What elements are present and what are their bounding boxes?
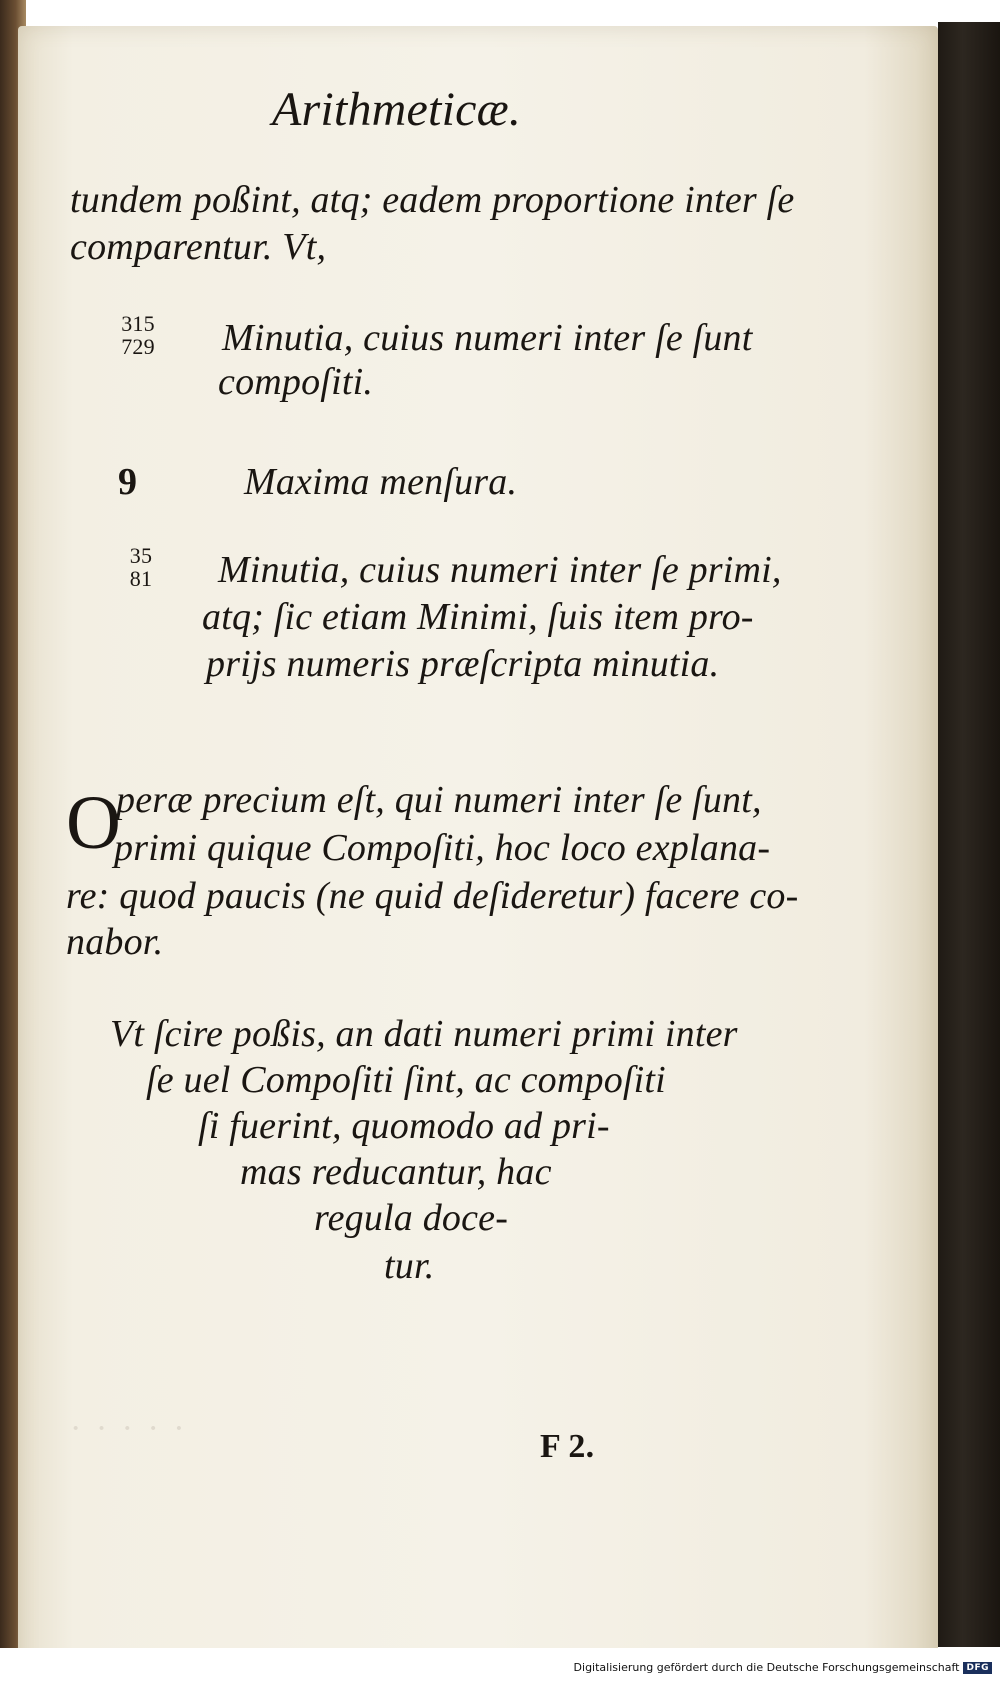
rule-line-5: regula doce- [314, 1197, 509, 1239]
example-1-line-2: compoſiti. [218, 361, 374, 403]
example-1-line-1: Minutia, cuius numeri inter ſe ſunt [222, 317, 753, 359]
credit-text: Digitalisierung gefördert durch die Deutsche Forschungsgemeinschaft [573, 1661, 960, 1674]
fraction-2-denominator: 81 [129, 566, 153, 591]
example-3-line-2: atq; ſic etiam Minimi, ſuis item pro- [202, 596, 754, 638]
fraction-1 [112, 312, 164, 358]
show-through-text: · · · · · [70, 1410, 188, 1447]
signature-mark: F 2. [540, 1428, 595, 1465]
fraction-1-numerator: 315 [121, 311, 155, 336]
example-3-line-1: Minutia, cuius numeri inter ſe primi, [218, 549, 782, 591]
book-cover-edge [938, 22, 1000, 1647]
rule-line-1: Vt ſcire poßis, an dati numeri primi inter [110, 1013, 738, 1055]
drop-cap: O [66, 781, 122, 865]
intro-line-1: tundem poßint, atq; eadem proportione inter ſe [70, 179, 795, 221]
main-line-1: peræ precium eſt, qui numeri inter ſe ſunt, [116, 779, 762, 821]
rule-line-2: ſe uel Compoſiti ſint, ac compoſiti [146, 1059, 666, 1101]
example-2-line-1: Maxima menſura. [244, 461, 518, 503]
fraction-2 [124, 544, 158, 590]
rule-line-4: mas reducantur, hac [240, 1151, 552, 1193]
example-3-line-3: prijs numeris præſcripta minutia. [206, 643, 720, 685]
intro-line-2: comparentur. Vt, [70, 226, 327, 268]
example-2-number: 9 [118, 461, 138, 503]
dfg-logo: DFG [963, 1662, 992, 1674]
digitization-credit [574, 1661, 992, 1674]
fraction-1-denominator: 729 [121, 334, 155, 359]
main-line-4: nabor. [66, 921, 164, 963]
main-line-3: re: quod paucis (ne quid deſideretur) facere co- [66, 875, 799, 917]
rule-line-3: ſi fuerint, quomodo ad pri- [198, 1105, 610, 1147]
fraction-2-numerator: 35 [129, 543, 153, 568]
main-line-2: primi quique Compoſiti, hoc loco explana- [114, 827, 771, 869]
rule-line-6: tur. [384, 1245, 435, 1287]
running-title: Arithmeticæ. [272, 83, 522, 136]
